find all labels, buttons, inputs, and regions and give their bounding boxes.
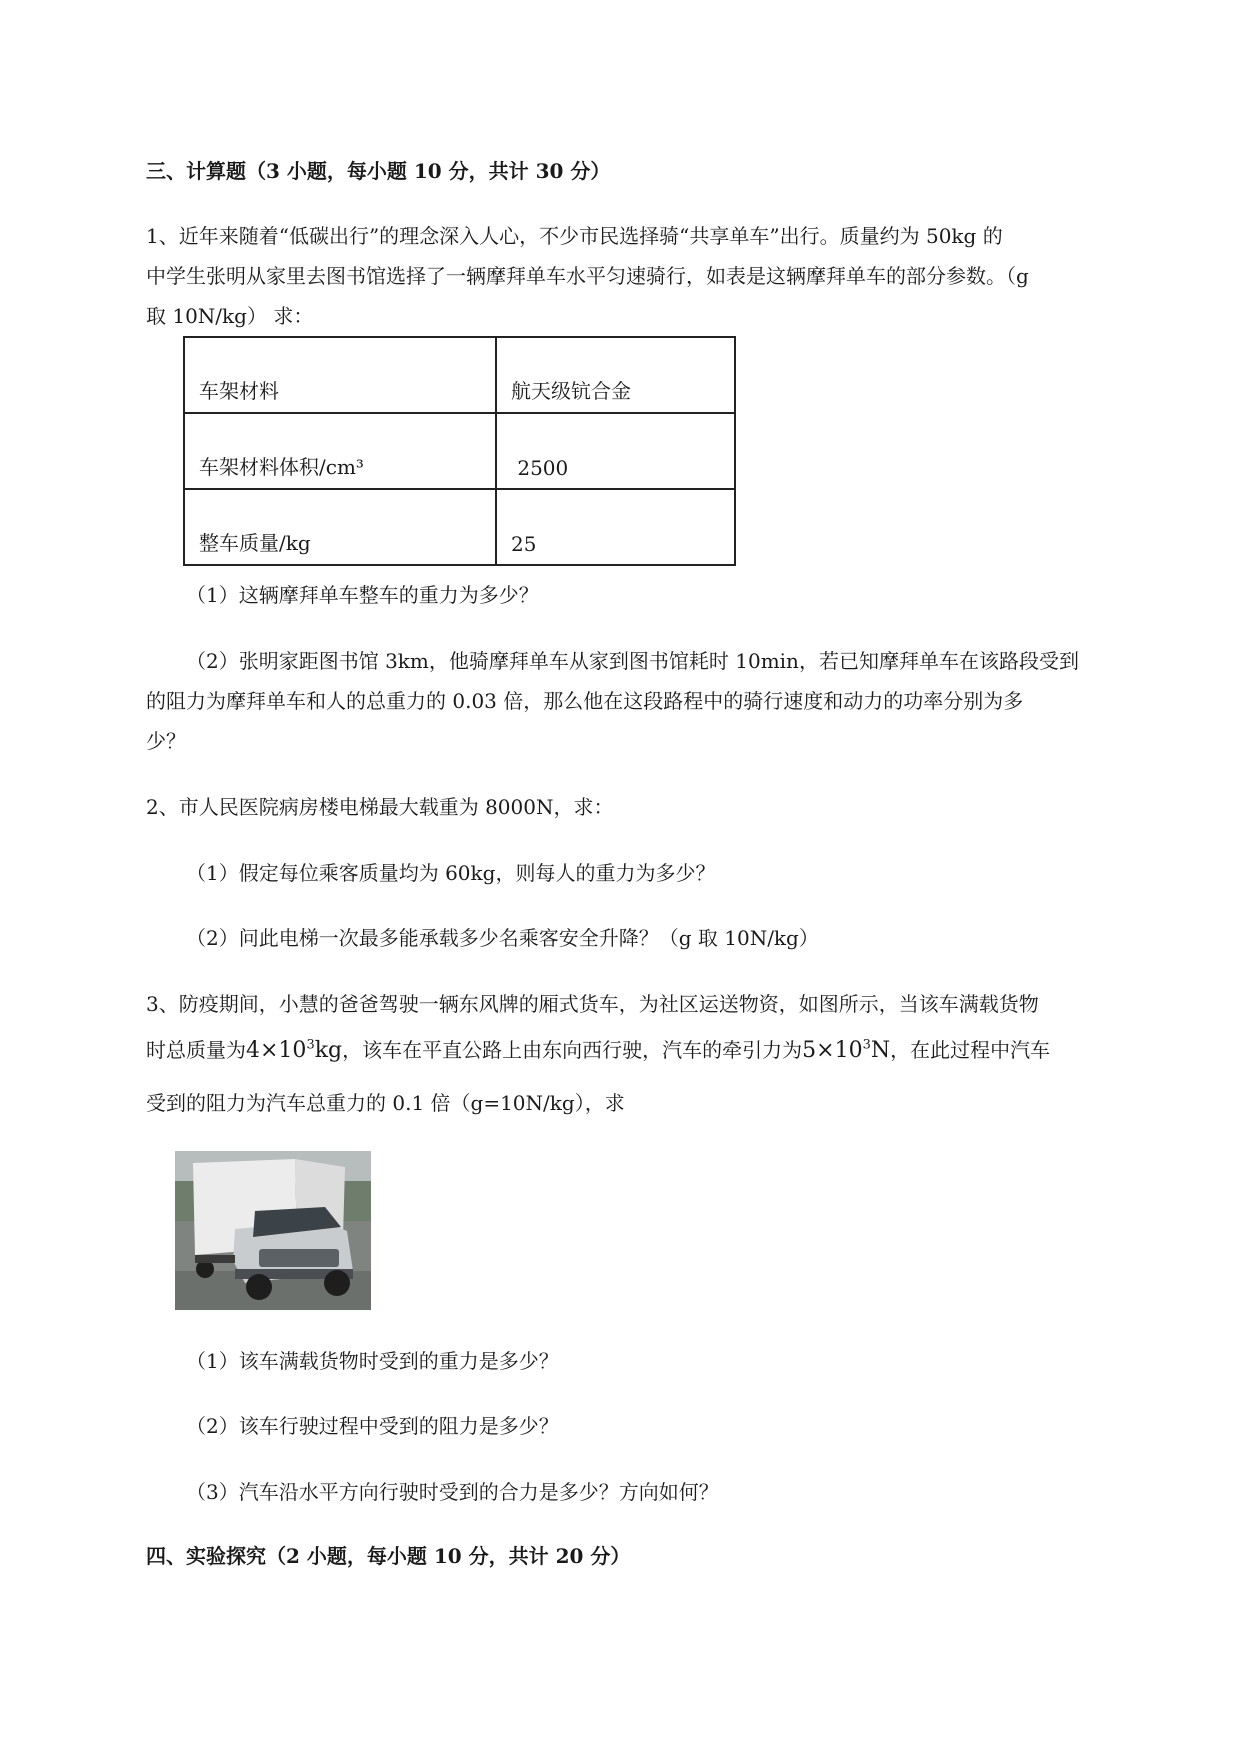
mass-formula xyxy=(246,1038,342,1063)
truck-photo xyxy=(175,1151,371,1310)
q1-text-line-2: 中学生张明从家里去图书馆选择了一辆摩拜单车水平匀速骑行，如表是这辆摩拜单车的部分参数。（g xyxy=(146,264,1029,288)
bike-parameter-table xyxy=(183,336,736,566)
q3-sub-question-3: （3）汽车沿水平方向行驶时受到的合力是多少？方向如何？ xyxy=(186,1480,719,1504)
q3-sub-question-2: （2）该车行驶过程中受到的阻力是多少？ xyxy=(186,1414,559,1438)
q1-sub-question-2-line-1: （2）张明家距图书馆 3km，他骑摩拜单车从家到图书馆耗时 10min，若已知摩拜单车在该路段受到 xyxy=(186,649,1079,673)
q1-sub-question-1: （1）这辆摩拜单车整车的重力为多少？ xyxy=(186,583,539,607)
q1-text-line-1: 1、近年来随着“低碳出行”的理念深入人心，不少市民选择骑“共享单车”出行。质量约为 50kg 的 xyxy=(146,224,1003,248)
table-cell-value: 2500 xyxy=(496,413,735,489)
mass-exponent: 3 xyxy=(306,1037,315,1053)
q3-text-line-1: 3、防疫期间，小慧的爸爸驾驶一辆东风牌的厢式货车，为社区运送物资，如图所示，当该车满载货物 xyxy=(146,992,1039,1016)
truck-illustration xyxy=(175,1151,371,1310)
q2-text: 2、市人民医院病房楼电梯最大载重为 8000N，求： xyxy=(146,795,614,819)
table-cell-label: 车架材料体积/cm³ xyxy=(184,413,496,489)
table-cell-value: 25 xyxy=(496,489,735,565)
table-cell-label: 整车质量/kg xyxy=(184,489,496,565)
table-cell-value: 航天级钪合金 xyxy=(496,337,735,413)
q3-text-segment: ，在此过程中汽车 xyxy=(890,1038,1051,1062)
q1-sub-question-2-line-3: 少？ xyxy=(146,729,186,753)
q3-text-segment: 时总质量为 xyxy=(146,1038,246,1062)
q2-sub-question-2: （2）问此电梯一次最多能承载多少名乘客安全升降？（g 取 10N/kg） xyxy=(186,926,819,950)
section-3-heading: 三、计算题（3 小题，每小题 10 分，共计 30 分） xyxy=(146,159,611,183)
force-unit: N xyxy=(870,1038,891,1063)
force-exponent: 3 xyxy=(862,1037,871,1053)
q2-sub-question-1: （1）假定每位乘客质量均为 60kg，则每人的重力为多少？ xyxy=(186,861,716,885)
q1-sub-question-2-line-2: 的阻力为摩拜单车和人的总重力的 0.03 倍，那么他在这段路程中的骑行速度和动力的功率分别为多 xyxy=(146,689,1024,713)
table-cell-label: 车架材料 xyxy=(184,337,496,413)
force-base: 5×10 xyxy=(802,1038,863,1063)
q3-text-segment: ，该车在平直公路上由东向西行驶，汽车的牵引力为 xyxy=(342,1038,803,1062)
mass-unit: kg xyxy=(314,1038,343,1063)
q1-text-line-3: 取 10N/kg） 求： xyxy=(146,304,314,328)
q3-text-line-2 xyxy=(146,1036,1050,1065)
section-4-heading: 四、实验探究（2 小题，每小题 10 分，共计 20 分） xyxy=(146,1544,631,1568)
table-row xyxy=(184,413,735,489)
q3-text-line-3: 受到的阻力为汽车总重力的 0.1 倍（g=10N/kg），求 xyxy=(146,1091,625,1115)
force-formula xyxy=(802,1038,890,1063)
table-row xyxy=(184,489,735,565)
table-row xyxy=(184,337,735,413)
q3-sub-question-1: （1）该车满载货物时受到的重力是多少？ xyxy=(186,1349,559,1373)
mass-base: 4×10 xyxy=(246,1038,307,1063)
